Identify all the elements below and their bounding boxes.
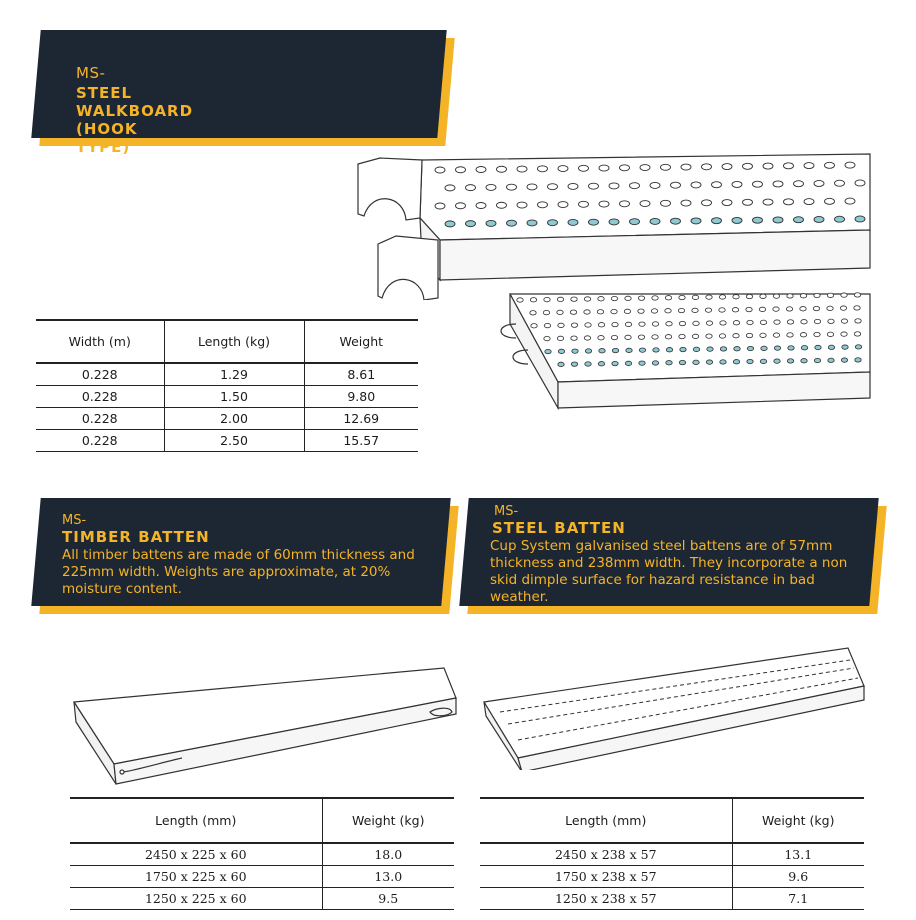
perforation-hole [611, 296, 617, 300]
perforation-hole [611, 335, 617, 339]
banner-text [490, 503, 850, 606]
column-header: Weight [304, 320, 418, 363]
perforation-hole [702, 164, 712, 170]
perforation-hole [761, 346, 767, 350]
perforation-hole [579, 165, 589, 171]
perforation-hole [466, 221, 476, 227]
perforation-hole [625, 335, 631, 339]
perforation-hole [828, 345, 834, 349]
perforation-hole [558, 323, 564, 327]
perforation-hole [517, 298, 523, 302]
perforation-hole [732, 181, 742, 187]
perforation-hole [828, 358, 834, 362]
perforation-hole [435, 167, 445, 173]
table-row [70, 887, 454, 909]
perforation-hole [543, 310, 549, 314]
perforation-hole [530, 298, 536, 302]
perforation-hole [571, 362, 577, 366]
perforation-hole [585, 323, 591, 327]
perforation-hole [598, 362, 604, 366]
column-header: Length (mm) [480, 798, 732, 843]
perforation-hole [558, 349, 564, 353]
perforation-hole [548, 184, 558, 190]
perforation-hole [624, 309, 630, 313]
table-row [480, 865, 864, 887]
walkboard-table [36, 319, 418, 452]
perforation-hole [679, 334, 685, 338]
timber-batten-illustration [64, 660, 464, 790]
perforation-hole [589, 219, 599, 225]
perforation-hole [548, 220, 558, 226]
perforation-hole [733, 360, 739, 364]
perforation-hole [788, 346, 794, 350]
perforation-hole [678, 308, 684, 312]
perforation-hole [640, 201, 650, 207]
perforation-hole [517, 202, 527, 208]
perforation-hole [652, 335, 658, 339]
perforation-hole [666, 322, 672, 326]
perforation-hole [612, 348, 618, 352]
perforation-hole [599, 165, 609, 171]
table-row [70, 865, 454, 887]
perforation-hole [841, 293, 847, 297]
perforation-hole [774, 359, 780, 363]
table-cell: 18.0 [322, 843, 454, 865]
perforation-hole [497, 202, 507, 208]
table-cell: 1750 x 238 x 57 [480, 865, 732, 887]
perforation-hole [732, 308, 738, 312]
perforation-hole [760, 333, 766, 337]
perforation-hole [620, 201, 630, 207]
table-cell: 9.6 [732, 865, 864, 887]
perforation-hole [815, 345, 821, 349]
perforation-hole [814, 180, 824, 186]
perforation-hole [538, 166, 548, 172]
perforation-hole [609, 219, 619, 225]
perforation-hole [707, 347, 713, 351]
perforation-hole [759, 307, 765, 311]
table-cell: 13.1 [732, 843, 864, 865]
perforation-hole [693, 347, 699, 351]
perforation-hole [527, 184, 537, 190]
perforation-hole [572, 349, 578, 353]
perforation-hole [855, 319, 861, 323]
table-cell: 2.50 [164, 429, 304, 451]
table-cell: 12.69 [304, 407, 418, 429]
perforation-hole [650, 182, 660, 188]
perforation-hole [507, 184, 517, 190]
column-header: Weight (kg) [322, 798, 454, 843]
perforation-hole [612, 361, 618, 365]
perforation-hole [599, 201, 609, 207]
perforation-hole [855, 216, 865, 222]
perforation-hole [691, 218, 701, 224]
perforation-hole [774, 346, 780, 350]
table-cell: 1250 x 238 x 57 [480, 887, 732, 909]
banner-text [62, 512, 422, 598]
perforation-hole [538, 202, 548, 208]
perforation-hole [652, 296, 658, 300]
perforation-hole [804, 199, 814, 205]
table-header-row [480, 798, 864, 843]
perforation-hole [585, 349, 591, 353]
perforation-hole [692, 295, 698, 299]
perforation-hole [773, 294, 779, 298]
steel-batten-table [480, 797, 864, 910]
perforation-hole [722, 164, 732, 170]
perforation-hole [630, 183, 640, 189]
perforation-hole [827, 332, 833, 336]
perforation-hole [712, 218, 722, 224]
column-header: Weight (kg) [732, 798, 864, 843]
perforation-hole [835, 216, 845, 222]
steel-batten-description: Cup System galvanised steel battens are of 57mm thickness and 238mm width. They incorporate a non skid dimple surface for hazard resistance in bad weather. [490, 538, 848, 605]
perforation-hole [679, 321, 685, 325]
perforation-hole [639, 322, 645, 326]
perforation-hole [579, 201, 589, 207]
table-cell: 9.80 [304, 385, 418, 407]
perforation-hole [841, 358, 847, 362]
timber-title: TIMBER BATTEN [62, 528, 210, 546]
perforation-hole [835, 180, 845, 186]
perforation-hole [652, 361, 658, 365]
perforation-hole [733, 334, 739, 338]
perforation-hole [773, 217, 783, 223]
perforation-hole [814, 319, 820, 323]
perforation-hole [773, 307, 779, 311]
perforation-hole [639, 348, 645, 352]
table-cell: 1750 x 225 x 60 [70, 865, 322, 887]
perforation-hole [719, 295, 725, 299]
perforation-hole [650, 218, 660, 224]
perforation-hole [804, 163, 814, 169]
perforation-hole [598, 336, 604, 340]
perforation-hole [773, 181, 783, 187]
table-cell: 2450 x 225 x 60 [70, 843, 322, 865]
perforation-hole [681, 164, 691, 170]
perforation-hole [476, 203, 486, 209]
perforation-hole [855, 345, 861, 349]
perforation-hole [517, 166, 527, 172]
perforation-hole [854, 332, 860, 336]
table-cell: 8.61 [304, 363, 418, 385]
perforation-hole [794, 217, 804, 223]
table-row [36, 363, 418, 385]
perforation-hole [558, 202, 568, 208]
perforation-hole [787, 359, 793, 363]
perforation-hole [800, 294, 806, 298]
perforation-hole [630, 219, 640, 225]
steel-batten-title: STEEL BATTEN [492, 519, 626, 537]
perforation-hole [679, 295, 685, 299]
perforation-hole [612, 322, 618, 326]
perforation-hole [557, 336, 563, 340]
perforation-hole [666, 348, 672, 352]
perforation-hole [706, 334, 712, 338]
perforation-hole [825, 198, 835, 204]
perforation-hole [544, 297, 550, 301]
perforation-hole [665, 296, 671, 300]
perforation-hole [486, 184, 496, 190]
perforation-hole [584, 297, 590, 301]
perforation-hole [456, 167, 466, 173]
column-header: Width (m) [36, 320, 164, 363]
perforation-hole [598, 323, 604, 327]
perforation-hole [571, 297, 577, 301]
perforation-hole [706, 295, 712, 299]
perforation-hole [855, 180, 865, 186]
perforation-hole [813, 306, 819, 310]
perforation-hole [570, 310, 576, 314]
perforation-hole [497, 166, 507, 172]
perforation-hole [568, 219, 578, 225]
steel-batten-illustration [478, 640, 878, 770]
perforation-hole [734, 347, 740, 351]
perforation-hole [784, 199, 794, 205]
table-cell: 9.5 [322, 887, 454, 909]
perforation-hole [747, 359, 753, 363]
perforation-hole [814, 332, 820, 336]
perforation-hole [620, 165, 630, 171]
table-cell: 0.228 [36, 385, 164, 407]
perforation-hole [640, 165, 650, 171]
perforation-hole [720, 321, 726, 325]
perforation-hole [545, 349, 551, 353]
perforation-hole [584, 336, 590, 340]
perforation-hole [747, 320, 753, 324]
perforation-hole [854, 306, 860, 310]
perforation-hole [571, 336, 577, 340]
perforation-hole [746, 294, 752, 298]
perforation-hole [626, 348, 632, 352]
perforation-hole [486, 220, 496, 226]
perforation-hole [855, 358, 861, 362]
perforation-hole [609, 183, 619, 189]
perforation-hole [435, 203, 445, 209]
perforation-hole [456, 203, 466, 209]
table-row [480, 843, 864, 865]
perforation-hole [507, 220, 517, 226]
perforation-hole [671, 182, 681, 188]
timber-prefix: MS- [62, 513, 87, 528]
perforation-hole [530, 311, 536, 315]
timber-description: All timber battens are made of 60mm thickness and 225mm width. Weights are approximate, at 20% moisture content. [62, 547, 415, 597]
table-cell: 1250 x 225 x 60 [70, 887, 322, 909]
walkboard-prefix: MS- [76, 64, 106, 82]
perforation-hole [681, 200, 691, 206]
perforation-hole [784, 163, 794, 169]
perforation-hole [706, 360, 712, 364]
perforation-hole [854, 293, 860, 297]
column-header: Length (mm) [70, 798, 322, 843]
perforation-hole [840, 306, 846, 310]
table-cell: 0.228 [36, 429, 164, 451]
perforation-hole [801, 359, 807, 363]
perforation-hole [814, 358, 820, 362]
table-cell: 0.228 [36, 363, 164, 385]
perforation-hole [531, 324, 537, 328]
perforation-hole [720, 360, 726, 364]
perforation-hole [665, 335, 671, 339]
perforation-hole [845, 198, 855, 204]
perforation-hole [679, 360, 685, 364]
perforation-hole [661, 164, 671, 170]
table-row [480, 887, 864, 909]
perforation-hole [692, 308, 698, 312]
perforation-hole [787, 320, 793, 324]
perforation-hole [841, 319, 847, 323]
perforation-hole [763, 163, 773, 169]
perforation-hole [800, 333, 806, 337]
perforation-hole [733, 321, 739, 325]
perforation-hole [597, 310, 603, 314]
perforation-hole [445, 221, 455, 227]
perforation-hole [445, 185, 455, 191]
perforation-hole [638, 309, 644, 313]
perforation-hole [638, 335, 644, 339]
perforation-hole [787, 294, 793, 298]
perforation-hole [466, 185, 476, 191]
perforation-hole [625, 296, 631, 300]
table-cell: 0.228 [36, 407, 164, 429]
table-header-row [70, 798, 454, 843]
perforation-hole [671, 218, 681, 224]
perforation-hole [611, 309, 617, 313]
perforation-hole [763, 199, 773, 205]
perforation-hole [598, 297, 604, 301]
perforation-hole [827, 306, 833, 310]
table-row [70, 843, 454, 865]
table-header-row [36, 320, 418, 363]
perforation-hole [568, 183, 578, 189]
perforation-hole [786, 307, 792, 311]
perforation-hole [743, 199, 753, 205]
perforation-hole [760, 294, 766, 298]
perforation-hole [693, 360, 699, 364]
perforation-hole [558, 166, 568, 172]
perforation-hole [661, 200, 671, 206]
perforation-hole [828, 319, 834, 323]
perforation-hole [787, 333, 793, 337]
perforation-hole [774, 320, 780, 324]
table-row [36, 385, 418, 407]
table-cell: 7.1 [732, 887, 864, 909]
perforation-hole [585, 362, 591, 366]
perforation-hole [801, 346, 807, 350]
perforation-hole [841, 332, 847, 336]
perforation-hole [746, 333, 752, 337]
perforation-hole [794, 181, 804, 187]
walkboard-plank-illustration [490, 290, 880, 415]
perforation-hole [753, 217, 763, 223]
perforation-hole [705, 308, 711, 312]
perforation-hole [625, 322, 631, 326]
perforation-hole [746, 307, 752, 311]
perforation-hole [692, 334, 698, 338]
perforation-hole [801, 320, 807, 324]
perforation-hole [720, 347, 726, 351]
perforation-hole [733, 295, 739, 299]
banner-text [76, 64, 193, 156]
perforation-hole [760, 320, 766, 324]
table-cell: 2.00 [164, 407, 304, 429]
perforation-hole [691, 182, 701, 188]
perforation-hole [584, 310, 590, 314]
perforation-hole [719, 308, 725, 312]
perforation-hole [558, 362, 564, 366]
perforation-hole [693, 321, 699, 325]
table-row [36, 407, 418, 429]
perforation-hole [760, 359, 766, 363]
perforation-hole [476, 167, 486, 173]
perforation-hole [747, 346, 753, 350]
perforation-hole [544, 336, 550, 340]
perforation-hole [652, 322, 658, 326]
perforation-hole [814, 216, 824, 222]
perforation-hole [557, 297, 563, 301]
table-cell: 1.29 [164, 363, 304, 385]
table-cell: 15.57 [304, 429, 418, 451]
perforation-hole [651, 309, 657, 313]
table-cell: 1.50 [164, 385, 304, 407]
perforation-hole [625, 361, 631, 365]
perforation-hole [722, 200, 732, 206]
perforation-hole [680, 347, 686, 351]
perforation-hole [800, 307, 806, 311]
perforation-hole [557, 310, 563, 314]
perforation-hole [706, 321, 712, 325]
perforation-hole [814, 293, 820, 297]
perforation-hole [666, 361, 672, 365]
perforation-hole [702, 200, 712, 206]
perforation-hole [653, 348, 659, 352]
perforation-hole [743, 163, 753, 169]
perforation-hole [719, 334, 725, 338]
table-row [36, 429, 418, 451]
perforation-hole [842, 345, 848, 349]
perforation-hole [599, 349, 605, 353]
perforation-hole [639, 361, 645, 365]
perforation-hole [589, 183, 599, 189]
perforation-hole [845, 162, 855, 168]
perforation-hole [753, 181, 763, 187]
walkboard-hook-illustration [350, 150, 890, 300]
table-cell: 2450 x 238 x 57 [480, 843, 732, 865]
perforation-hole [825, 162, 835, 168]
perforation-hole [527, 220, 537, 226]
perforation-hole [732, 217, 742, 223]
table-cell: 13.0 [322, 865, 454, 887]
perforation-hole [773, 333, 779, 337]
perforation-hole [571, 323, 577, 327]
column-header: Length (kg) [164, 320, 304, 363]
walkboard-title: STEEL WALKBOARD (HOOK TYPE) [76, 84, 194, 156]
perforation-hole [712, 182, 722, 188]
perforation-hole [827, 293, 833, 297]
perforation-hole [665, 309, 671, 313]
perforation-hole [638, 296, 644, 300]
timber-table [70, 797, 454, 910]
steel-batten-prefix: MS- [494, 504, 519, 519]
perforation-hole [544, 323, 550, 327]
